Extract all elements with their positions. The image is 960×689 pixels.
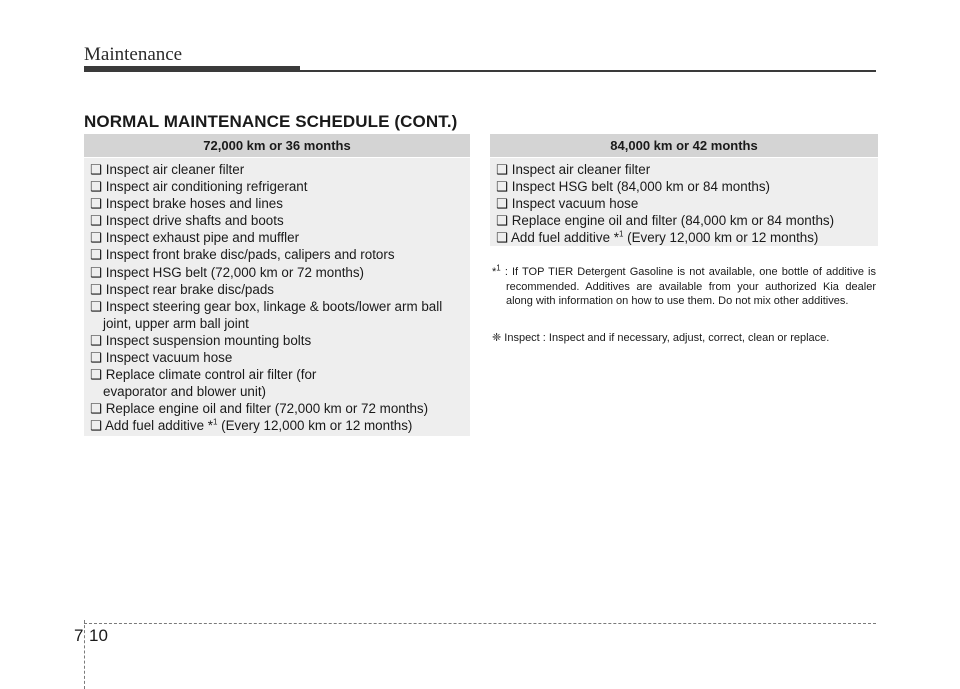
checkbox-icon: ❑ (90, 213, 103, 229)
section-title: NORMAL MAINTENANCE SCHEDULE (CONT.) (84, 112, 458, 131)
checkbox-icon: ❑ (90, 162, 103, 177)
header-rule-thick (84, 66, 300, 72)
list-item: ❑ Inspect air cleaner filter (90, 162, 245, 177)
schedule-box-84000 (490, 134, 878, 246)
footnote: *$^1$ : If TOP TIER Detergent Gasoline is not available, one bottle of additive is recommended. Additives are available from your authorized Kia dealer along with information on how to use them. Do not mix other additives. (492, 263, 876, 307)
checkbox-icon: ❑ (496, 179, 509, 195)
checkbox-icon: ❑ (496, 230, 509, 246)
list-item: ❑ Inspect HSG belt (84,000 km or 84 months) (496, 179, 771, 195)
checkbox-icon: ❑ (90, 264, 103, 280)
list-item: ❑ Add fuel additive *$^1$ (Every 12,000 km or 12 months) (496, 229, 819, 246)
schedule-list (84, 158, 470, 438)
checkbox-icon: ❑ (496, 196, 509, 212)
checkbox-icon: ❑ (90, 418, 103, 434)
list-item: ❑ Inspect air cleaner filter (496, 162, 651, 177)
checkbox-icon: ❑ (90, 298, 103, 314)
list-item: ❑ Inspect HSG belt (72,000 km or 72 months) (90, 264, 365, 280)
checkbox-icon: ❑ (90, 332, 103, 348)
list-item: ❑ Replace engine oil and filter (84,000 km or 84 months) (496, 213, 835, 229)
list-item: ❑ Inspect exhaust pipe and muffler (90, 230, 300, 246)
list-item: ❑ Inspect air conditioning refrigerant (90, 179, 308, 195)
checkbox-icon: ❑ (90, 367, 103, 383)
checkbox-icon: ❑ (90, 230, 103, 246)
checkbox-icon: ❑ (90, 247, 103, 263)
list-item: ❑ Replace climate control air filter (for evaporator and blower unit) (90, 367, 317, 400)
list-item: ❑ Inspect rear brake disc/pads (90, 281, 274, 297)
schedule-heading: 84,000 km or 42 months (490, 134, 878, 158)
list-item: ❑ Inspect brake hoses and lines (90, 196, 283, 212)
list-item: ❑ Inspect vacuum hose (496, 196, 639, 212)
list-item: ❑ Inspect suspension mounting bolts (90, 332, 312, 348)
checkbox-icon: ❑ (496, 162, 509, 177)
list-item: ❑ Inspect front brake disc/pads, calipers and rotors (90, 247, 395, 263)
footer-divider (84, 620, 85, 689)
list-item: ❑ Add fuel additive *$^1$ (Every 12,000 km or 12 months) (90, 417, 413, 434)
header-title: Maintenance (84, 44, 183, 65)
schedule-box-72000 (84, 134, 470, 436)
page-number: 10 (89, 626, 108, 645)
page-chapter: 7 (74, 626, 84, 645)
schedule-heading: 72,000 km or 36 months (84, 134, 470, 158)
checkbox-icon: ❑ (90, 179, 103, 195)
list-item: ❑ Inspect drive shafts and boots (90, 213, 284, 229)
checkbox-icon: ❑ (90, 196, 103, 212)
list-item: ❑ Inspect steering gear box, linkage & boots/lower arm ball joint, upper arm ball joint (90, 298, 443, 331)
list-item: ❑ Inspect vacuum hose (90, 350, 233, 366)
footer-rule (84, 623, 876, 624)
header-rule-thin (300, 70, 876, 72)
checkbox-icon: ❑ (90, 281, 103, 297)
inspect-note: ❈ Inspect : Inspect and if necessary, adjust, correct, clean or replace. (492, 332, 830, 344)
checkbox-icon: ❑ (496, 213, 509, 229)
checkbox-icon: ❑ (90, 401, 103, 417)
list-item: ❑ Replace engine oil and filter (72,000 km or 72 months) (90, 401, 429, 417)
checkbox-icon: ❑ (90, 350, 103, 366)
schedule-list (490, 158, 878, 249)
